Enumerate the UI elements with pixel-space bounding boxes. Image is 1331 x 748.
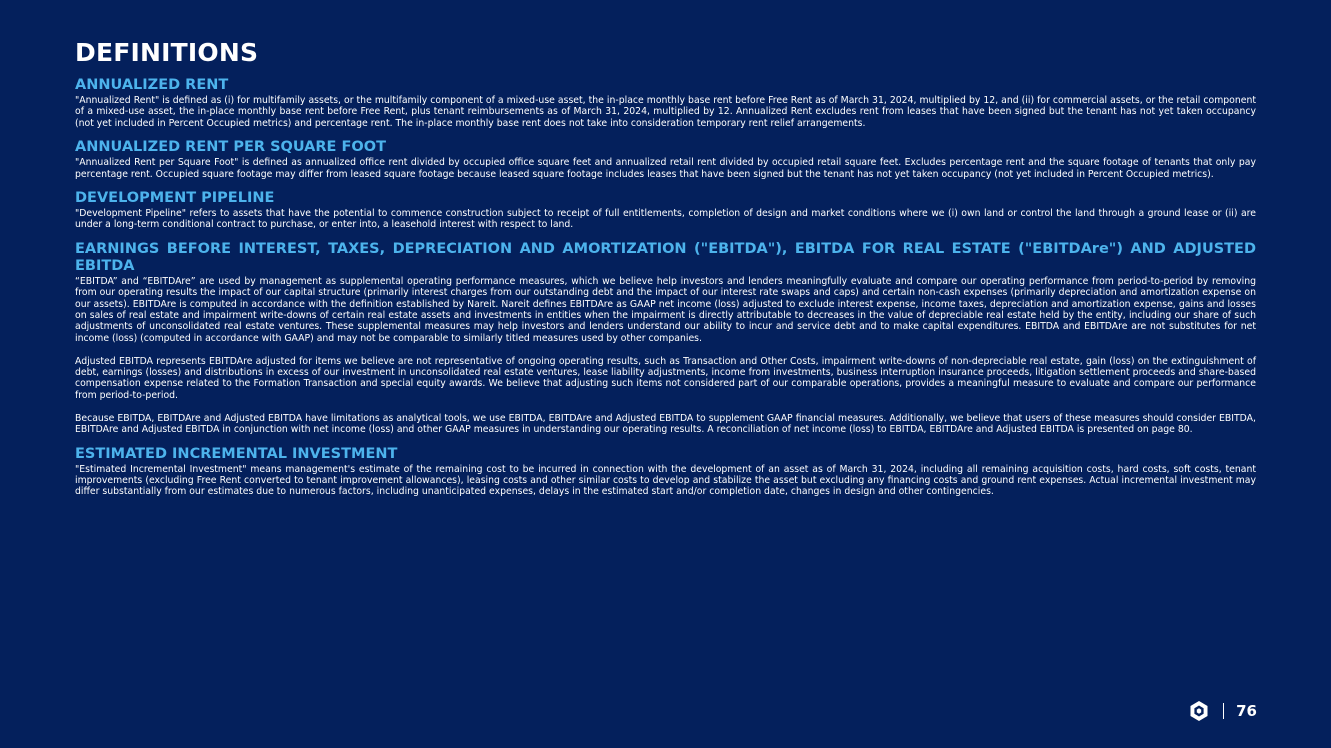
section-paragraph: Adjusted EBITDA represents EBITDAre adjusted for items we believe are not representative of ongoing operating results, such as Transaction and Other Costs, impairment write-downs of non-depreciable real estate, gain (loss) on the extinguishment of debt, earnings (losses) and distributions in excess of our investment in unconsolidated real estate ventures, lease liability adjustments, income from investments, business interruption insurance proceeds, litigation settlement proceeds and share-based compensation expense related to the Formation Transaction and special equity awards. We believe that adjusting such items not considered part of our comparable operations, provides a meaningful measure to evaluate and compare our performance from period-to-period. xyxy=(75,355,1256,401)
page-number: 76 xyxy=(1236,702,1257,720)
section-heading: ANNUALIZED RENT xyxy=(75,77,229,93)
section-paragraph: “EBITDA” and “EBITDAre” are used by management as supplemental operating performance measures, which we believe help investors and lenders meaningfully evaluate and compare our operating performance from period-to-period by removing from our operating results the impact of our capital structure (primarily interest charges from our outstanding debt and the impact of our interest rate swaps and caps) and certain non-cash expenses (primarily depreciation and amortization expense on our assets). EBITDAre is computed in accordance with the definition established by Nareit. Nareit defines EBITDAre as GAAP net income (loss) adjusted to exclude interest expense, income taxes, depreciation and amortization expense, gains and losses on sales of real estate and impairment write-downs of certain real estate assets and investments in entities when the impairment is directly attributable to decreases in the value of depreciable real estate held by the entity, including our share of such adjustments of unconsolidated real estate ventures. These supplemental measures may help investors and lenders understand our ability to incur and service debt and to make capital expenditures. EBITDA and EBITDAre are not substitutes for net income (loss) (computed in accordance with GAAP) and may not be comparable to similarly titled measures used by other companies. xyxy=(75,275,1256,344)
section-annualized-rent-per-square-foot xyxy=(75,139,1256,180)
section-estimated-incremental-investment xyxy=(75,446,1256,498)
section-paragraph: "Estimated Incremental Investment" means management's estimate of the remaining cost to be incurred in connection with the development of an asset as of March 31, 2024, including all remaining acquisition costs, hard costs, soft costs, tenant improvements (excluding Free Rent converted to tenant improvement allowances), leasing costs and other similar costs to develop and stabilize the asset but excluding any financing costs and ground rent expenses. Actual incremental investment may differ substantially from our estimates due to numerous factors, including unanticipated expenses, delays in the estimated start and/or completion date, changes in design and other contingencies. xyxy=(75,463,1256,498)
section-paragraph: "Annualized Rent per Square Foot" is defined as annualized office rent divided by occupied office square feet and annualized retail rent divided by occupied retail square feet. Excludes percentage rent and the square footage of tenants that only pay percentage rent. Occupied square footage may differ from leased square footage because leased square footage includes leases that have been signed but the tenant has not yet taken occupancy (not yet included in Percent Occupied metrics). xyxy=(75,157,1256,180)
section-heading: ANNUALIZED RENT PER SQUARE FOOT xyxy=(75,139,386,156)
section-development-pipeline xyxy=(75,190,1256,231)
footer-divider xyxy=(1223,703,1224,719)
hexagon-logo-icon xyxy=(1189,700,1209,722)
section-paragraph: "Development Pipeline" refers to assets that have the potential to commence construction subject to receipt of full entitlements, completion of design and market conditions where we (i) own land or control the land through a ground lease or (ii) are under a long-term conditional contract to purchase, or enter into, a leasehold interest with respect to land. xyxy=(75,208,1256,231)
page-footer xyxy=(1189,700,1257,722)
section-paragraph: Because EBITDA, EBITDAre and Adjusted EBITDA have limitations as analytical tools, we use EBITDA, EBITDAre and Adjusted EBITDA to supplement GAAP financial measures. Additionally, we believe that users of these measures should consider EBITDA, EBITDAre and Adjusted EBITDA in conjunction with net income (loss) and other GAAP measures in understanding our operating results. A reconciliation of net income (loss) to EBITDA, EBITDAre and Adjusted EBITDA is presented on page 80. xyxy=(75,412,1256,436)
section-heading: EARNINGS BEFORE INTEREST, TAXES, DEPRECIATION AND AMORTIZATION ("EBITDA"), EBITDA FOR REAL ESTATE ("EBITDAre") AND ADJUSTED EBITDA xyxy=(75,240,1256,274)
section-ebitda xyxy=(75,241,1256,436)
definitions-page xyxy=(75,38,1256,508)
section-annualized-rent xyxy=(75,77,1256,129)
section-heading: DEVELOPMENT PIPELINE xyxy=(75,190,275,207)
section-heading: ESTIMATED INCREMENTAL INVESTMENT xyxy=(75,445,398,462)
page-title: DEFINITIONS xyxy=(75,38,259,67)
section-paragraph: "Annualized Rent" is defined as (i) for multifamily assets, or the multifamily component of a mixed-use asset, the in-place monthly base rent before Free Rent as of March 31, 2024, multiplied by 12, and (ii) for commercial assets, or the retail component of a mixed-use asset, the in-place monthly base rent before Free Rent, plus tenant reimbursements as of March 31, 2024, multiplied by 12. Annualized Rent excludes rent from leases that have been signed but the tenant has not yet taken occupancy (not yet included in Percent Occupied metrics) and percentage rent. The in-place monthly base rent does not take into consideration temporary rent relief arrangements. xyxy=(75,95,1256,129)
